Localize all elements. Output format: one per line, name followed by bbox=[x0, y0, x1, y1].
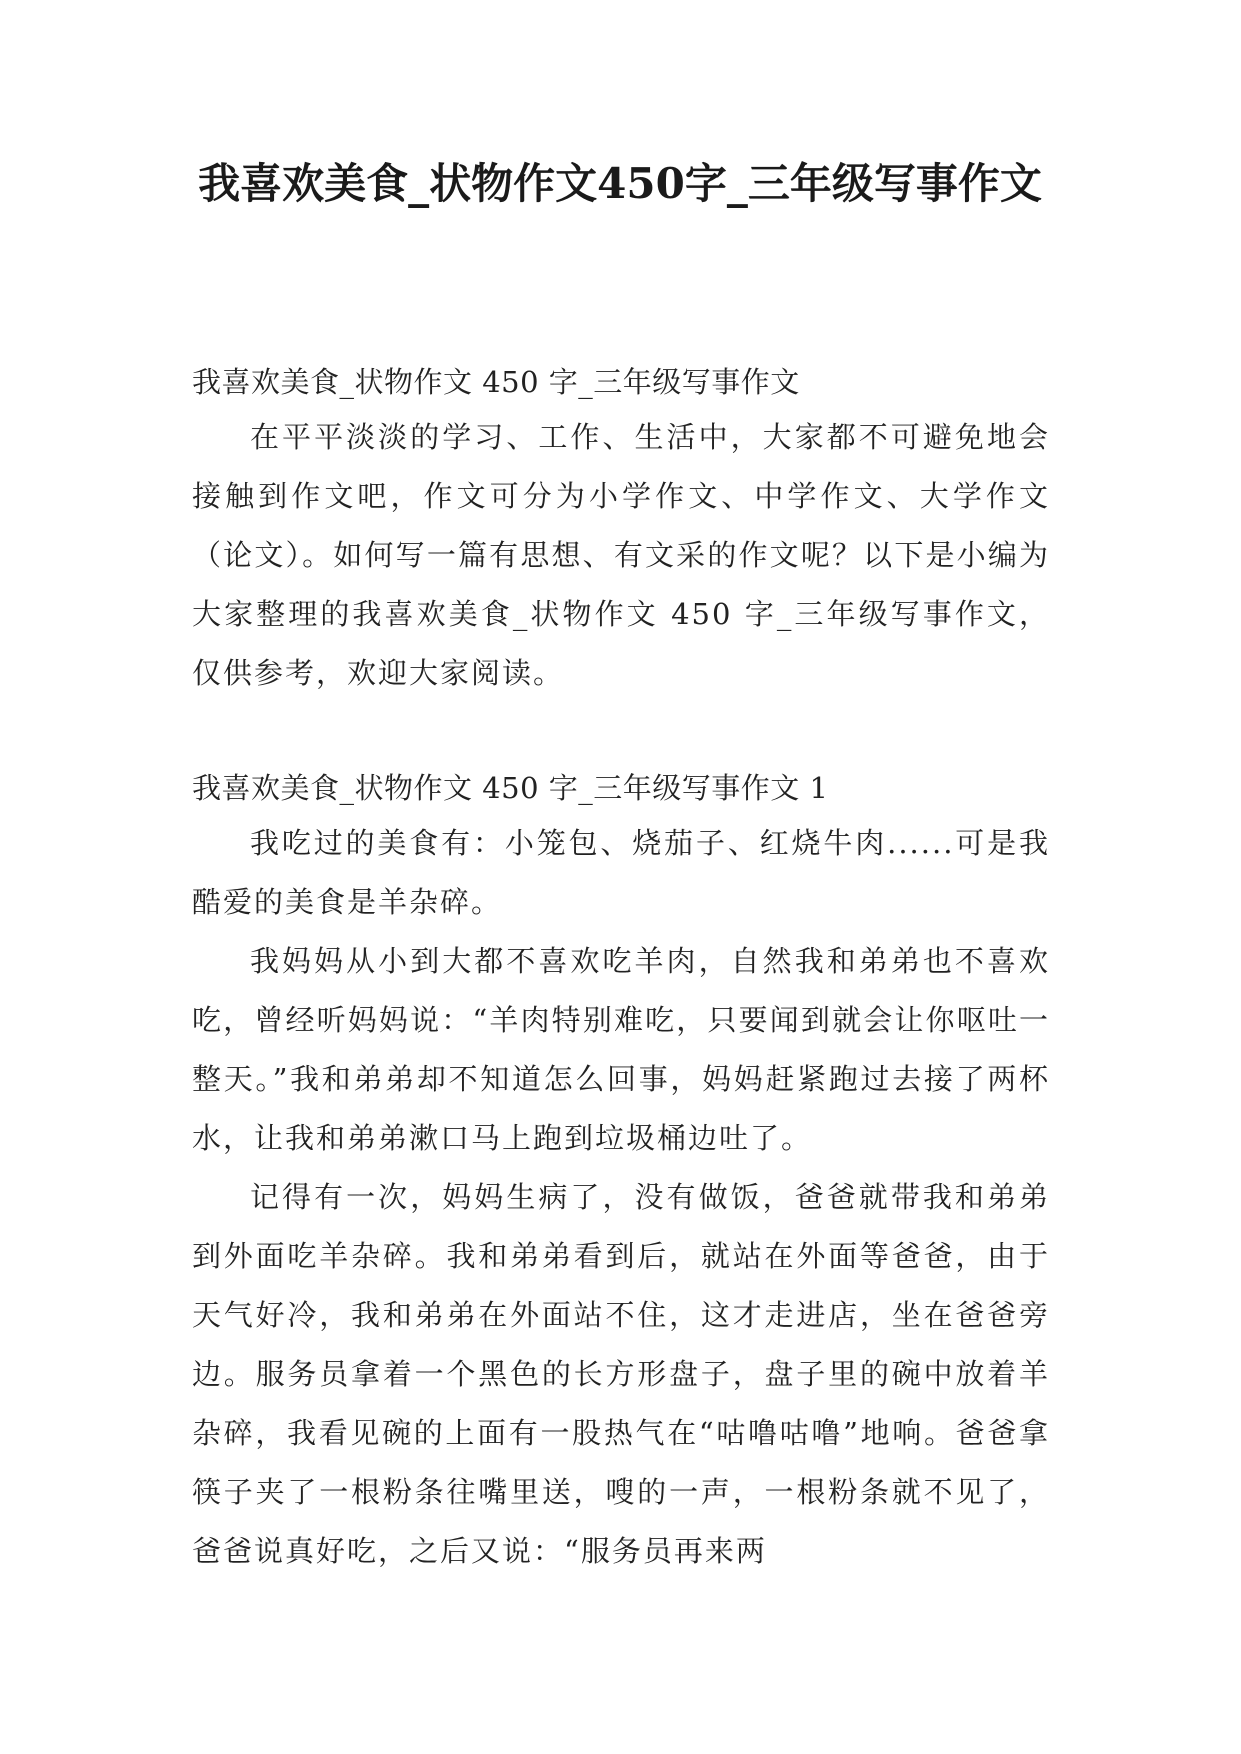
intro-paragraph: 在平平淡淡的学习、工作、生活中，大家都不可避免地会接触到作文吧，作文可分为小学作文、中学作文、大学作文（论文）。如何写一篇有思想、有文采的作文呢？以下是小编为大家整理的我喜欢美食_状物作文 450 字_三年级写事作文，仅供参考，欢迎大家阅读。 bbox=[192, 420, 1050, 690]
article-heading: 我喜欢美食_状物作文 450 字_三年级写事作文 1 bbox=[192, 771, 829, 805]
intro-heading: 我喜欢美食_状物作文 450 字_三年级写事作文 bbox=[192, 365, 800, 399]
document-title: 我喜欢美食_状物作文450字_三年级写事作文 bbox=[198, 159, 1042, 208]
article-paragraph: 我妈妈从小到大都不喜欢吃羊肉，自然我和弟弟也不喜欢吃，曾经听妈妈说：“羊肉特别难吃，只要闻到就会让你呕吐一整天。”我和弟弟却不知道怎么回事，妈妈赶紧跑过去接了两杯水，让我和弟弟漱口马上跑到垃圾桶边吐了。 bbox=[192, 944, 1050, 1155]
article-paragraph: 我吃过的美食有：小笼包、烧茄子、红烧牛肉......可是我酷爱的美食是羊杂碎。 bbox=[192, 826, 1050, 919]
article-paragraph: 记得有一次，妈妈生病了，没有做饭，爸爸就带我和弟弟到外面吃羊杂碎。我和弟弟看到后，就站在外面等爸爸，由于天气好冷，我和弟弟在外面站不住，这才走进店，坐在爸爸旁边。服务员拿着一个黑色的长方形盘子，盘子里的碗中放着羊杂碎，我看见碗的上面有一股热气在“咕噜咕噜”地响。爸爸拿筷子夹了一根粉条往嘴里送，嗖的一声，一根粉条就不见了，爸爸说真好吃，之后又说：“服务员再来两 bbox=[192, 1180, 1050, 1568]
